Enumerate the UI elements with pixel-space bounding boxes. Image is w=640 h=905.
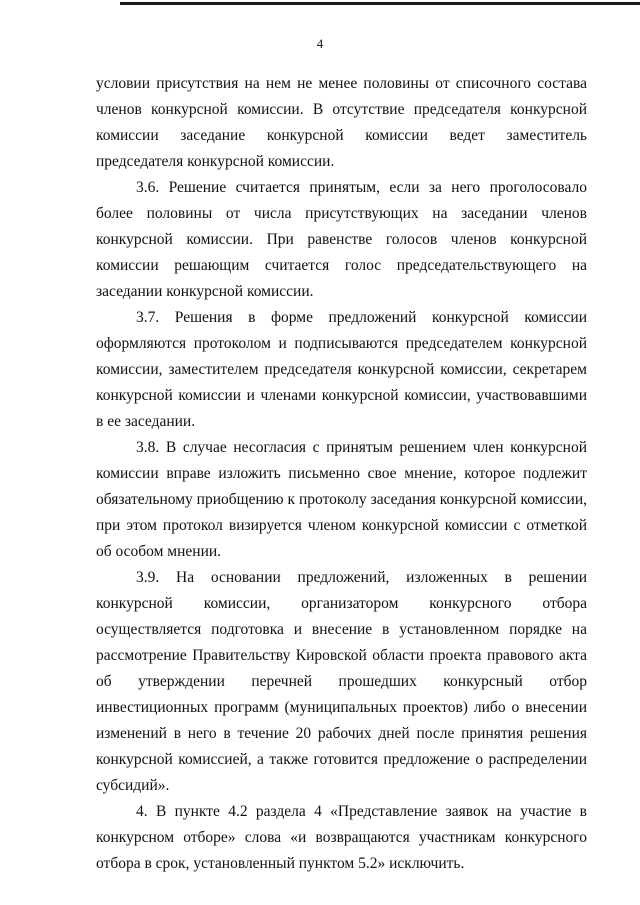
paragraph-3-9: 3.9. На основании предложений, изложенных в решении конкурсной комиссии, организатором конкурсного отбора осуществляется подготовка и внесение в установленном порядке на рассмотрение Правительству Кировской области проекта правового акта об утверждении перечней прошедших конкурсный отбор инвестиционных программ (муниципальных проектов) либо о внесении изменений в него в течение 20 рабочих дней после принятия решения конкурсной комиссией, а также готовится предложение о распределении субсидий». xyxy=(96,569,587,794)
paragraph-3-7: 3.7. Решения в форме предложений конкурсной комиссии оформляются протоколом и подписываются председателем конкурсной комиссии, заместителем председателя конкурсной комиссии, секретарем конкурсной комиссии и членами конкурсной комиссии, участвовавшими в ее заседании. xyxy=(96,309,587,430)
top-border-line xyxy=(120,2,640,5)
paragraph-4: 4. В пункте 4.2 раздела 4 «Представление заявок на участие в конкурсном отборе» слова «и возвращаются участникам конкурсного отбора в срок, установленный пунктом 5.2» исключить. xyxy=(96,803,587,872)
paragraph-3-6: 3.6. Решение считается принятым, если за него проголосовало более половины от числа присутствующих на заседании членов конкурсной комиссии. При равенстве голосов членов конкурсной комиссии решающим считается голос председательствующего на заседании конкурсной комиссии. xyxy=(96,179,587,300)
paragraph-continuation: условии присутствия на нем не менее половины от списочного состава членов конкурсной комиссии. В отсутствие председателя конкурсной комиссии заседание конкурсной комиссии ведет заместитель председателя конкурсной комиссии. xyxy=(96,75,587,170)
document-body xyxy=(96,71,587,877)
page-number: 4 xyxy=(316,36,324,51)
paragraph-3-8: 3.8. В случае несогласия с принятым решением член конкурсной комиссии вправе изложить письменно свое мнение, которое подлежит обязательному приобщению к протоколу заседания конкурсной комиссии, при этом протокол визируется членом конкурсной комиссии с отметкой об особом мнении. xyxy=(96,439,587,560)
